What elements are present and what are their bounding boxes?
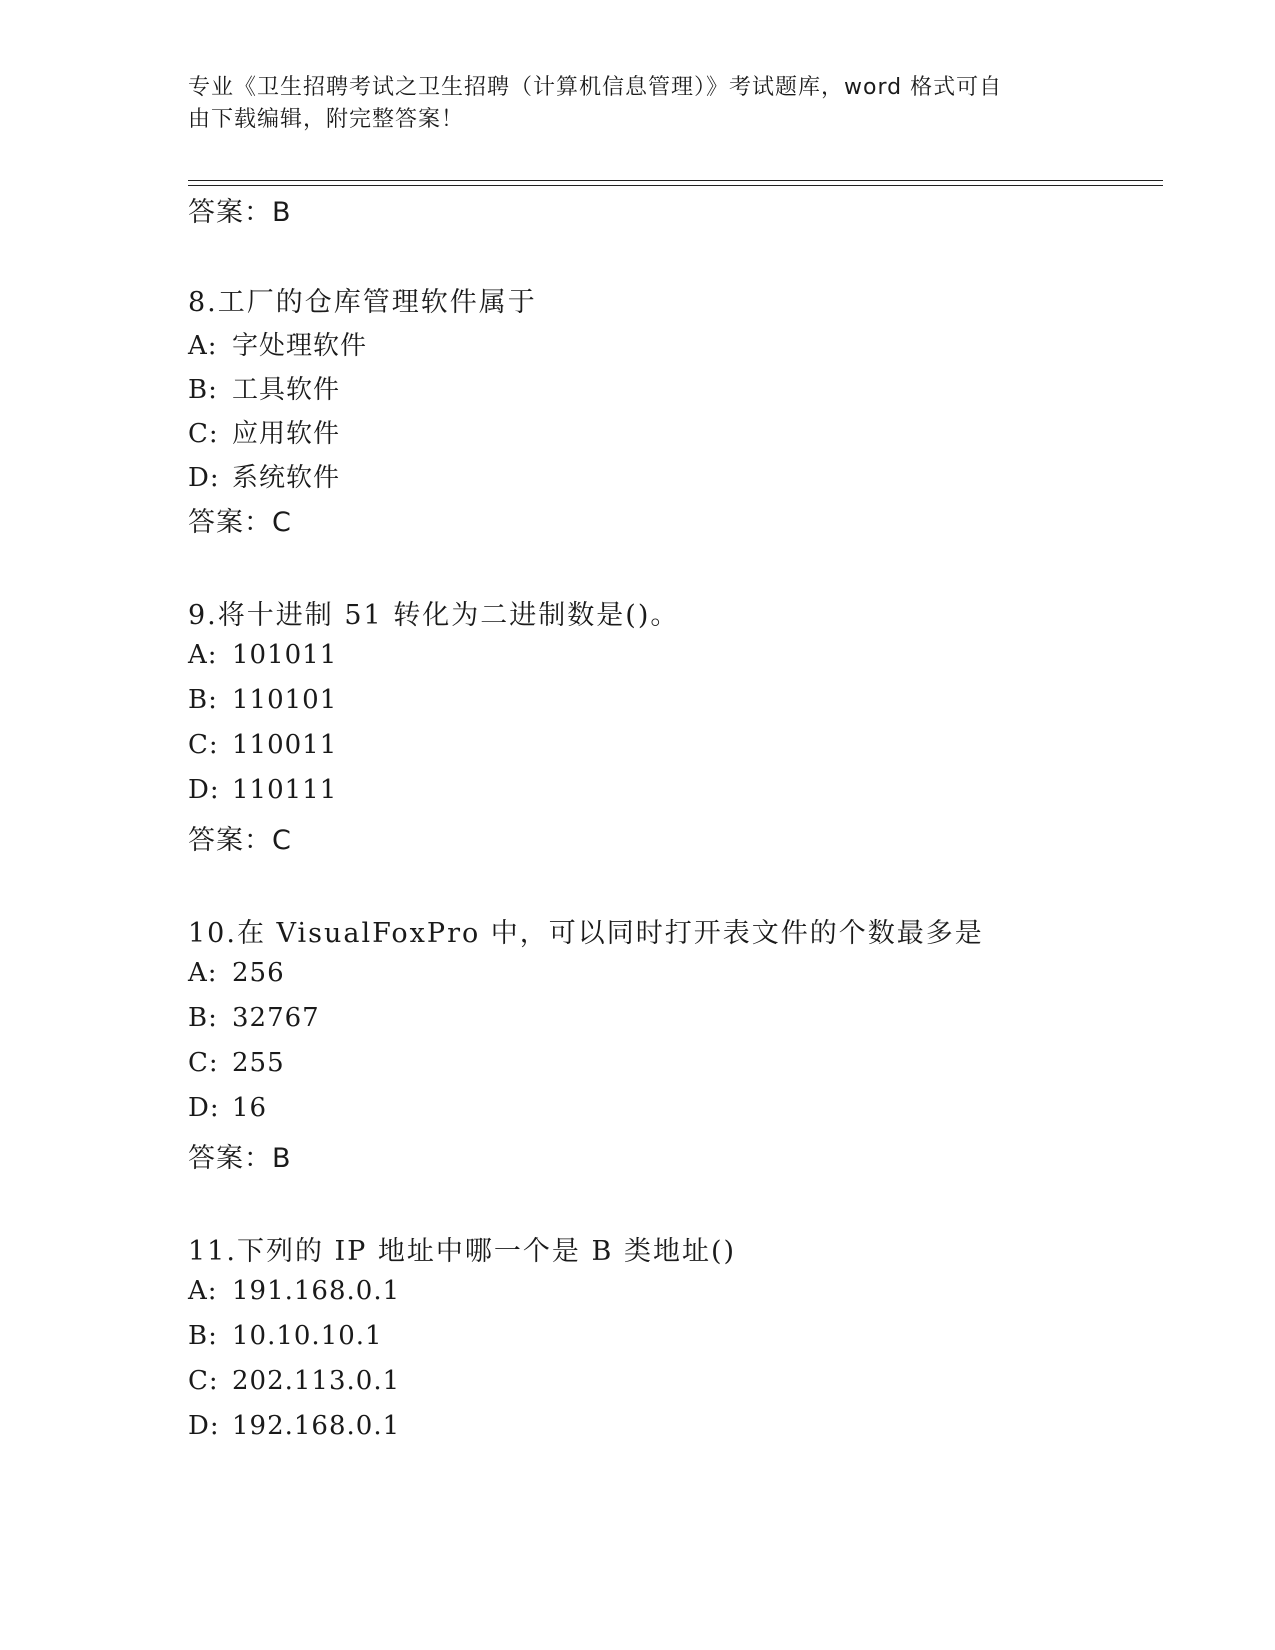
option-text: 255 [232,1048,285,1078]
option-text: 110011 [232,730,338,760]
option-key: C: [188,1366,219,1396]
option-text: 256 [232,958,285,988]
option-key: D: [188,463,220,493]
option-text: 工具软件 [232,375,341,405]
option-key: C: [188,419,219,449]
option-text: 32767 [232,1003,320,1033]
question-9-option-a [188,640,337,670]
option-text: 191.168.0.1 [232,1276,401,1306]
question-10-option-d [188,1093,267,1123]
question-8-option-a [188,325,367,362]
option-text: 192.168.0.1 [232,1411,401,1441]
option-text: 110101 [232,685,338,715]
option-key: D: [188,1411,220,1441]
question-10-option-c [188,1048,285,1078]
document-header [188,72,1068,136]
question-8: 8.工厂的仓库管理软件属于 [188,287,537,318]
question-10-option-b [188,1003,320,1033]
question-10-option-a [188,958,285,988]
option-key: B: [188,1003,218,1033]
answer-7: 答案：B [188,197,292,228]
option-text: 202.113.0.1 [232,1366,401,1396]
option-key: B: [188,375,218,405]
answer-10: 答案：B [188,1143,292,1174]
question-9-option-c [188,730,337,760]
option-text: 101011 [232,640,338,670]
option-key: A: [188,331,218,361]
option-key: B: [188,1321,218,1351]
option-key: C: [188,1048,219,1078]
header-rule-top [188,180,1163,181]
option-key: B: [188,685,218,715]
option-key: A: [188,1276,218,1306]
option-key: A: [188,958,218,988]
question-9-option-b [188,685,337,715]
question-11-option-c [188,1366,400,1396]
option-text: 应用软件 [232,419,341,449]
question-11-option-a [188,1276,400,1306]
option-text: 系统软件 [232,463,341,493]
option-key: D: [188,775,220,805]
header-rule-bottom [188,185,1163,186]
header-line-1: 专业《卫生招聘考试之卫生招聘（计算机信息管理）》考试题库，word 格式可自 [188,75,1003,100]
option-text: 16 [232,1093,268,1123]
question-9: 9.将十进制 51 转化为二进制数是()。 [188,600,680,631]
question-10: 10.在 VisualFoxPro 中，可以同时打开表文件的个数最多是 [188,918,984,949]
option-key: A: [188,640,218,670]
option-text: 10.10.10.1 [232,1321,383,1351]
option-text: 110111 [232,775,338,805]
answer-8: 答案：C [188,507,292,538]
question-8-option-d [188,457,340,494]
question-11-option-b [188,1321,383,1351]
question-8-option-b [188,369,340,406]
question-11: 11.下列的 IP 地址中哪一个是 B 类地址() [188,1236,737,1267]
question-9-option-d [188,775,337,805]
question-11-option-d [188,1411,400,1441]
option-key: C: [188,730,219,760]
option-key: D: [188,1093,220,1123]
answer-9: 答案：C [188,825,292,856]
header-line-2: 由下载编辑，附完整答案！ [188,107,465,132]
question-8-option-c [188,413,340,450]
option-text: 字处理软件 [232,331,368,361]
